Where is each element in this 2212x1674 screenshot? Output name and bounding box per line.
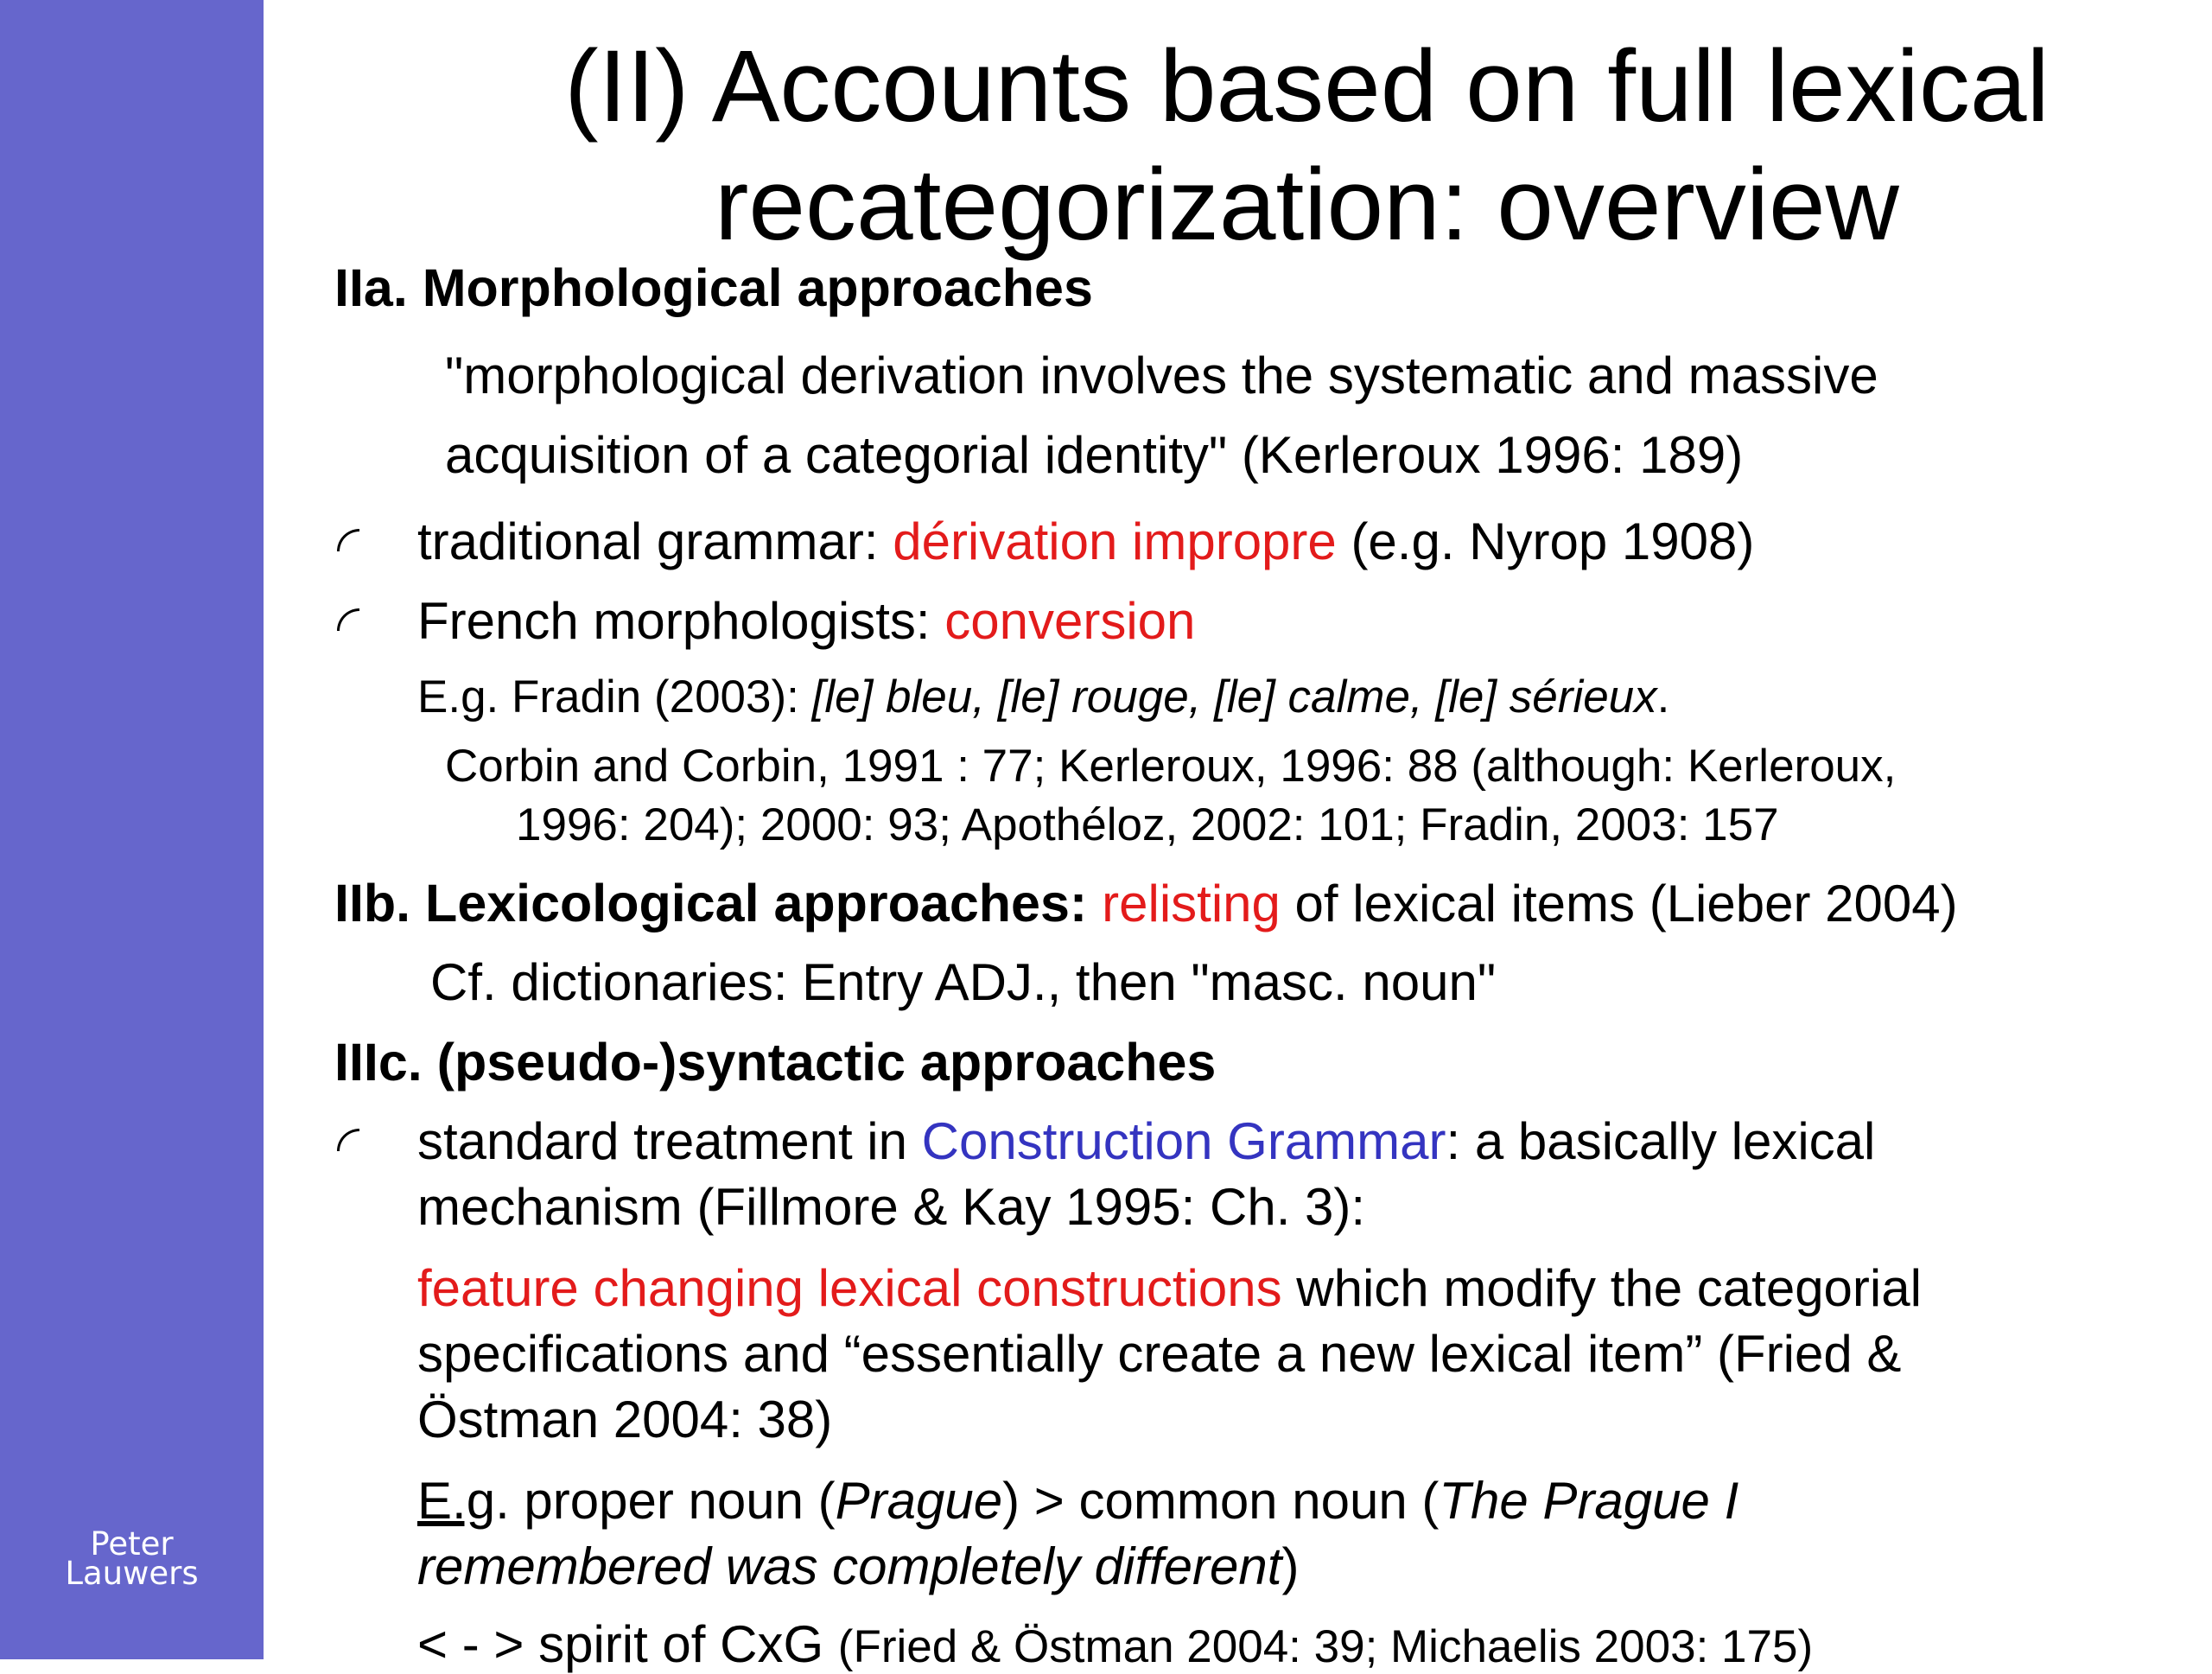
example-prague-line-2 (417, 1537, 1299, 1596)
spirit-reference: (Fried & Östman 2004: 39; Michaelis 2003: 175) (837, 1621, 1814, 1672)
sidebar (0, 0, 264, 1659)
feature-changing-line-3: Östman 2004: 38) (417, 1391, 833, 1448)
bullet-construction-grammar (417, 1111, 1875, 1171)
bullet-icon (337, 1129, 359, 1151)
slide-content (264, 0, 2212, 1673)
feature-changing-line-1 (417, 1258, 1922, 1318)
bullet-icon (337, 608, 359, 631)
title-line-2: recategorization: overview (715, 148, 1899, 262)
references-line-1: Corbin and Corbin, 1991 : 77; Kerleroux, 1996: 88 (although: Kerleroux, (445, 741, 1897, 792)
author-first-name: Peter (90, 1525, 174, 1563)
example-sentence-start: The Prague I (1439, 1472, 1739, 1530)
term-construction-grammar: Construction Grammar (921, 1112, 1446, 1170)
example-words: [le] bleu, [le] rouge, [le] calme, [le] sérieux (811, 672, 1657, 722)
text: (e.g. Nyrop 1908) (1336, 512, 1755, 570)
term-relisting: relisting (1102, 875, 1281, 932)
title-line-1: (II) Accounts based on full lexical (564, 29, 2050, 143)
bullet-icon (337, 529, 359, 551)
text: . proper noun ( (495, 1472, 836, 1530)
heading-lexicological (334, 873, 1958, 933)
text: traditional grammar: (417, 512, 893, 570)
heading-syntactic: IIIc. (pseudo-)syntactic approaches (334, 1033, 1217, 1092)
author-name (0, 1525, 264, 1592)
example-prague: Prague (835, 1472, 1003, 1530)
bullet-french-morphologists (417, 591, 1195, 651)
heading-text: IIb. Lexicological approaches: (334, 874, 1103, 932)
text: E.g. Fradin (2003): (417, 672, 812, 722)
example-prague-line-1 (417, 1471, 1738, 1531)
quote-line-2: acquisition of a categorial identity" (Kerleroux 1996: 189) (445, 426, 1744, 484)
example-fradin (417, 671, 1669, 723)
text: standard treatment in (417, 1112, 922, 1170)
text: French morphologists: (417, 592, 945, 650)
text: < - > spirit of CxG (417, 1615, 838, 1673)
slide-title (264, 28, 2212, 264)
term-derivation-impropre: dérivation impropre (893, 512, 1337, 570)
bullet-traditional-grammar (417, 512, 1754, 571)
text: of lexical items (Lieber 2004) (1280, 875, 1958, 932)
example-sentence-end: remembered was completely different (417, 1537, 1282, 1595)
dictionaries-note: Cf. dictionaries: Entry ADJ., then "masc. noun" (430, 953, 1497, 1011)
construction-grammar-line-2: mechanism (Fillmore & Kay 1995: Ch. 3): (417, 1178, 1366, 1236)
eg-underlined: E.g (417, 1472, 496, 1530)
author-last-name: Lauwers (65, 1555, 199, 1592)
text: ) > common noun ( (1002, 1472, 1440, 1530)
text: : a basically lexical (1446, 1112, 1876, 1170)
heading-morphological: IIa. Morphological approaches (334, 258, 1093, 317)
text: ) (1281, 1537, 1300, 1595)
text: which modify the categorial (1281, 1259, 1922, 1317)
references-line-2: 1996: 204); 2000: 93; Apothéloz, 2002: 101; Fradin, 2003: 157 (516, 799, 1779, 850)
spirit-of-cxg (417, 1614, 1813, 1674)
term-feature-changing: feature changing lexical constructions (417, 1259, 1282, 1317)
text: . (1656, 672, 1670, 722)
quote-line-1: "morphological derivation involves the systematic and massive (445, 347, 1878, 404)
feature-changing-line-2: specifications and “essentially create a new lexical item” (Fried & (417, 1325, 1902, 1383)
term-conversion: conversion (944, 592, 1196, 650)
